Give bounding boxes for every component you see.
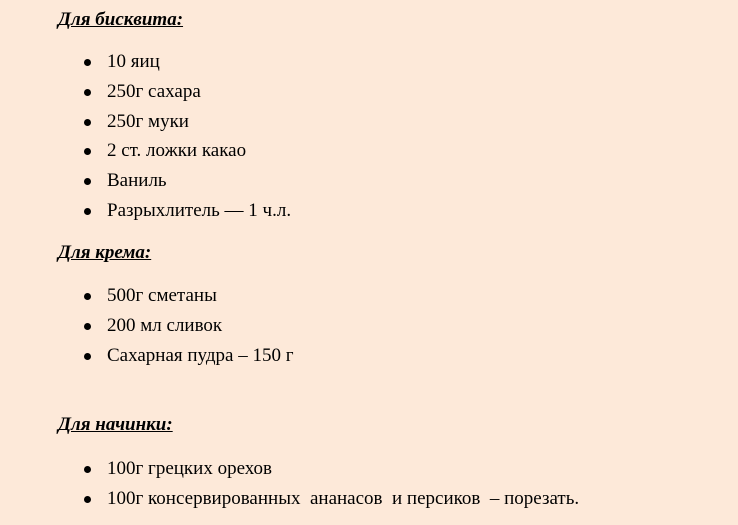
bullet-icon	[84, 353, 91, 360]
list-item-text: 10 яиц	[107, 51, 160, 72]
bullet-icon	[84, 466, 91, 473]
section-heading-biscuit: Для бисквита:	[58, 9, 184, 30]
list-item-text: 100г консервированных ананасов и персиков – порезать.	[107, 487, 580, 509]
list-item-text: 2 ст. ложки какао	[107, 140, 247, 162]
section-heading-filling: Для начинки:	[58, 414, 173, 435]
list-item-text: 500г сметаны	[107, 285, 217, 306]
bullet-icon	[84, 59, 91, 66]
list-item-text: 200 мл сливок	[107, 314, 223, 336]
bullet-icon	[84, 323, 91, 330]
bullet-icon	[84, 293, 91, 300]
bullet-icon	[84, 89, 91, 96]
list-item-text: 250г муки	[107, 110, 189, 132]
list-item-text: Сахарная пудра – 150 г	[107, 344, 294, 366]
bullet-icon	[84, 178, 91, 185]
bullet-icon	[84, 208, 91, 215]
list-item-text: Ваниль	[107, 170, 167, 192]
list-item-text: 250г сахара	[107, 80, 201, 102]
section-heading-cream: Для крема:	[58, 242, 152, 263]
bullet-icon	[84, 119, 91, 126]
bullet-icon	[84, 496, 91, 503]
list-item-text: 100г грецких орехов	[107, 458, 273, 479]
list-item-text: Разрыхлитель — 1 ч.л.	[107, 199, 292, 221]
bullet-icon	[84, 148, 91, 155]
